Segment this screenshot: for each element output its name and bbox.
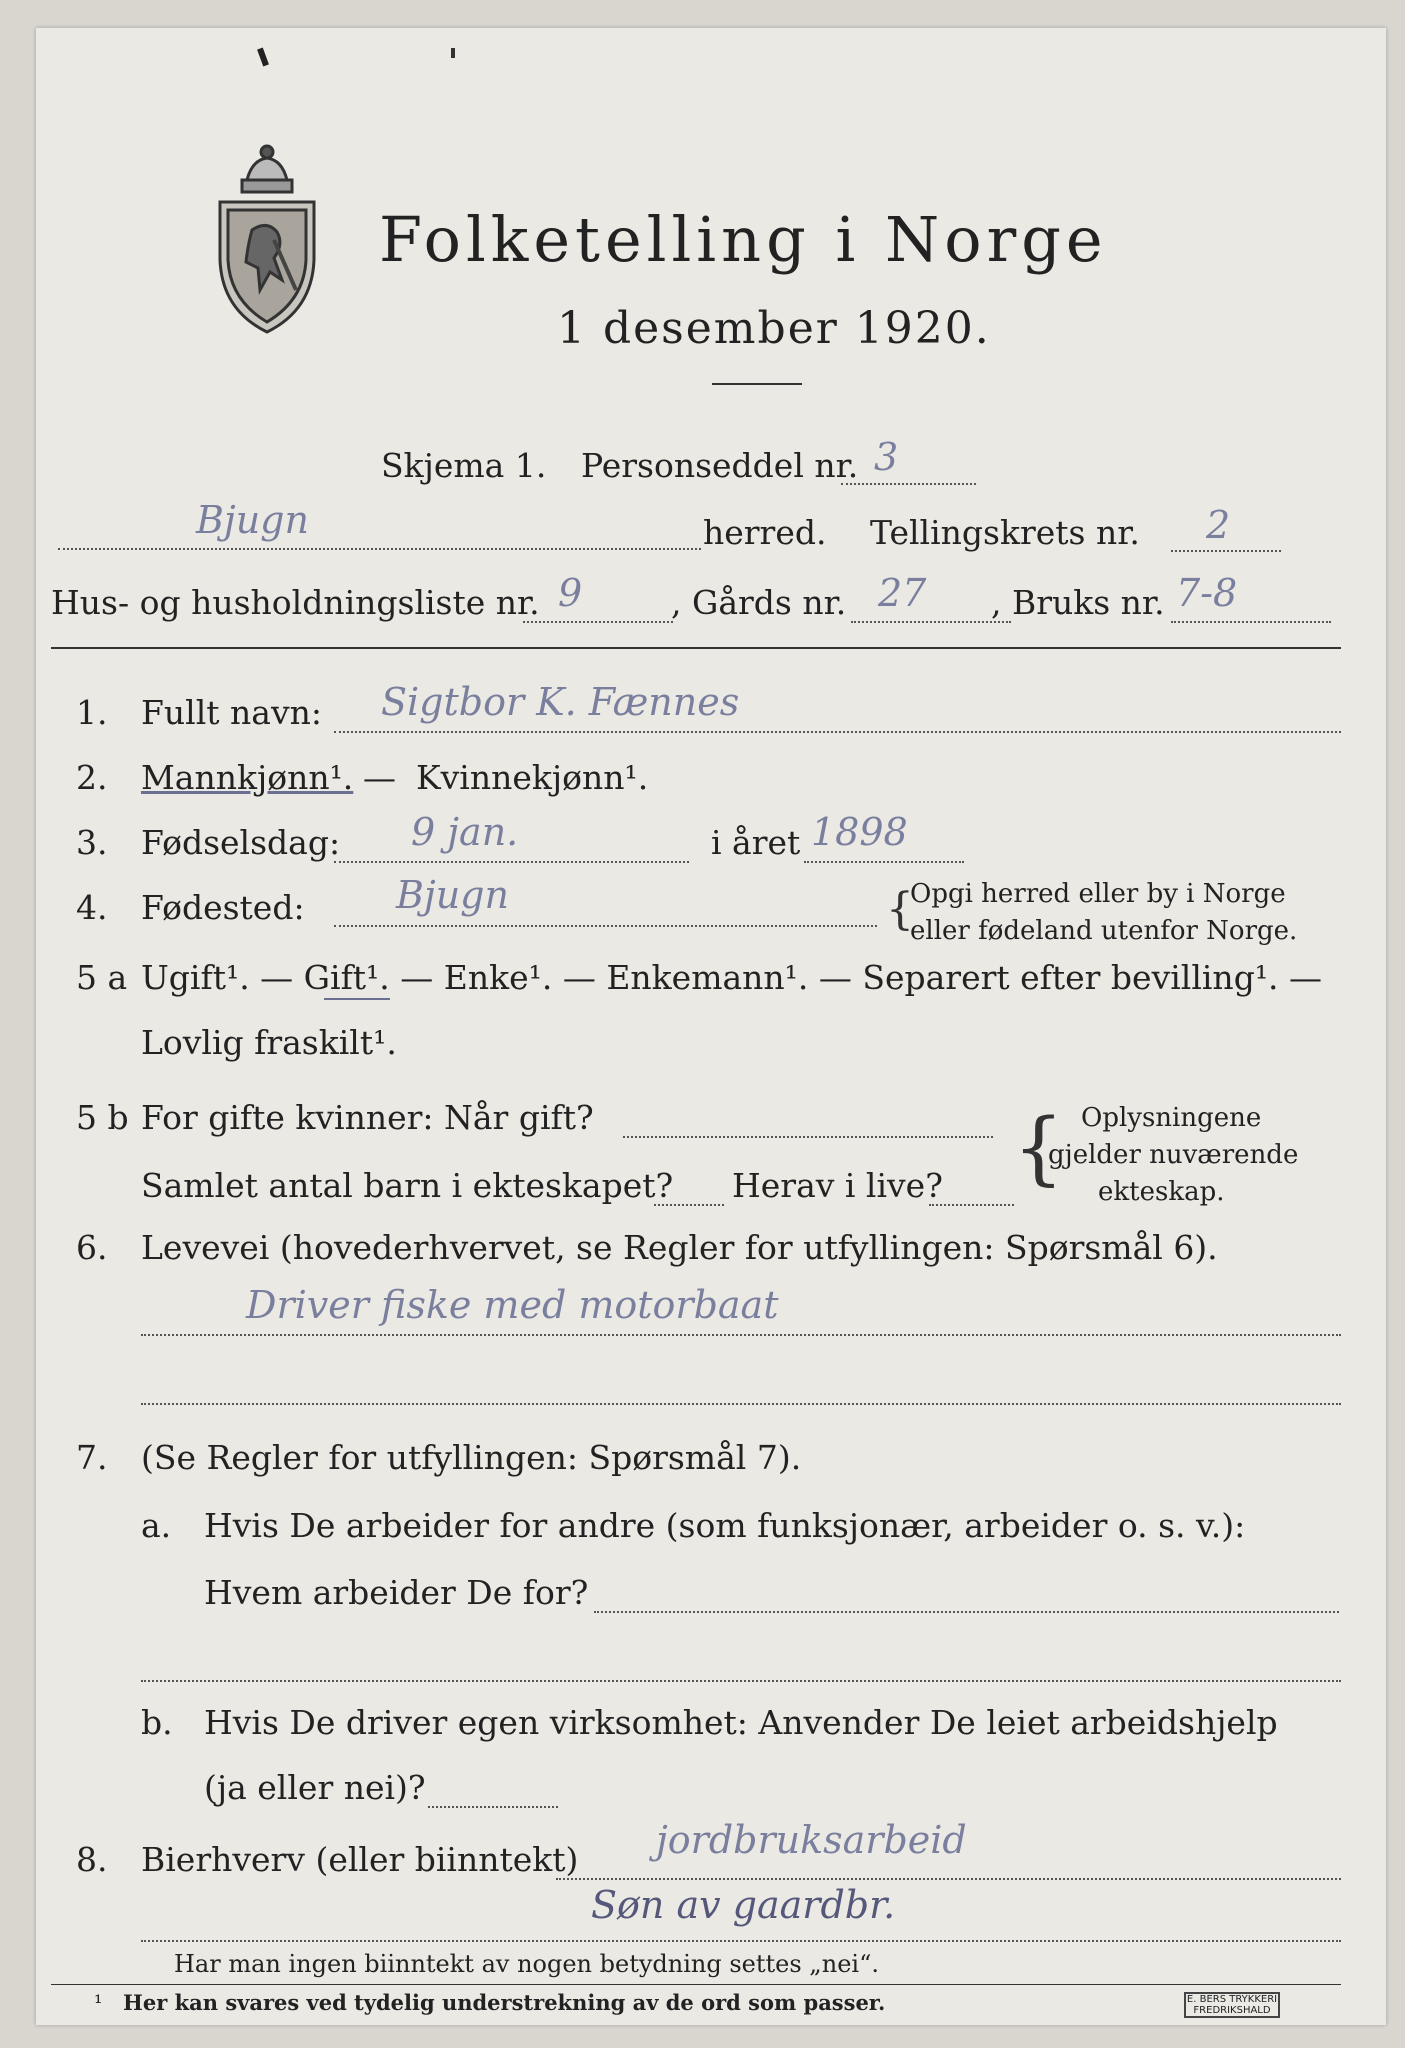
q7a-line2: Hvem arbeider De for? <box>204 1573 589 1612</box>
q5b-line1: For gifte kvinner: Når gift? <box>141 1098 594 1137</box>
form-title: Folketelling i Norge <box>379 203 1108 276</box>
title-divider <box>712 383 802 385</box>
ink-speck <box>451 48 455 58</box>
stamp-line1: E. BERS TRYKKERI <box>1186 1994 1278 2005</box>
q6-number: 6. <box>76 1228 108 1267</box>
herred-field-line <box>58 548 701 550</box>
q4-label: Fødested: <box>141 888 305 927</box>
q2-separator: — <box>363 758 396 797</box>
q6-field-line-2 <box>141 1403 1341 1405</box>
q2-kvinnekjonn[interactable]: Kvinnekjønn¹. <box>416 758 649 797</box>
form-date: 1 desember 1920. <box>557 303 991 354</box>
q3-year-value[interactable]: 1898 <box>811 810 908 854</box>
gards-field-line <box>851 621 1011 623</box>
ink-speck <box>257 48 269 67</box>
personseddel-label: Personseddel nr. <box>581 446 859 485</box>
q5b-note-line1: Oplysningene <box>1081 1103 1262 1133</box>
q6-label: Levevei (hovederhvervet, se Regler for utfyllingen: Spørsmål 6). <box>141 1228 1218 1267</box>
q1-value[interactable]: Sigtbor K. Fænnes <box>381 680 740 724</box>
q8-value-1[interactable]: jordbruksarbeid <box>656 1818 967 1862</box>
q7b-field-line <box>428 1806 558 1808</box>
q5b-note-line3: ekteskap. <box>1098 1177 1225 1207</box>
q1-number: 1. <box>76 693 108 732</box>
tellingskrets-label: Tellingskrets nr. <box>870 513 1140 552</box>
q5a-number: 5 a <box>76 958 128 997</box>
q5b-note-line2: gjelder nuværende <box>1048 1140 1299 1170</box>
q3-label: Fødselsdag: <box>141 823 341 862</box>
husliste-label: Hus- og husholdningsliste nr. <box>51 583 540 622</box>
q3-field-line <box>334 861 689 863</box>
footnote-mark: ¹ <box>94 1991 103 2015</box>
q7a-line1: Hvis De arbeider for andre (som funksjonær, arbeider o. s. v.): <box>204 1506 1246 1545</box>
q4-note-line2: eller fødeland utenfor Norge. <box>910 916 1298 946</box>
q5b-note-brace: { <box>1013 1101 1064 1194</box>
norway-coat-of-arms-icon <box>212 140 322 336</box>
q8-label: Bierhverv (eller biinntekt) <box>141 1840 579 1879</box>
q3-year-label: i året <box>711 823 801 862</box>
gards-label: , Gårds nr. <box>671 583 847 622</box>
q7b-number: b. <box>141 1703 173 1742</box>
footnote-divider <box>51 1984 1341 1985</box>
q6-field-line-1 <box>141 1334 1341 1336</box>
bruks-value[interactable]: 7-8 <box>1176 571 1238 615</box>
q6-value[interactable]: Driver fiske med motorbaat <box>246 1283 779 1327</box>
q4-field-line <box>334 925 877 927</box>
q7-number: 7. <box>76 1438 108 1477</box>
q4-note-line1: Opgi herred eller by i Norge <box>910 879 1286 909</box>
q1-field-line <box>334 731 1341 733</box>
q5b-line2a: Samlet antal barn i ekteskapet? <box>141 1166 674 1205</box>
personseddel-field-line <box>841 483 976 485</box>
q5b-number: 5 b <box>76 1098 129 1137</box>
q8-value-2[interactable]: Søn av gaardbr. <box>591 1883 896 1927</box>
q5a-fraskilt[interactable]: Lovlig fraskilt¹. <box>141 1023 397 1062</box>
tellingskrets-field-line <box>1171 550 1281 552</box>
q5b-alive-field-line <box>929 1204 1014 1206</box>
q5a-options[interactable]: Ugift¹. — Gift¹. — Enke¹. — Enkemann¹. — Separert efter bevilling¹. — <box>141 958 1323 997</box>
bruks-label: , Bruks nr. <box>991 583 1165 622</box>
section-divider <box>51 647 1341 649</box>
skjema-label: Skjema 1. <box>381 446 547 485</box>
q4-note-brace: { <box>886 884 914 935</box>
q3-value[interactable]: 9 jan. <box>411 810 519 854</box>
q5b-line2b: Herav i live? <box>732 1166 943 1205</box>
husliste-field-line <box>523 621 673 623</box>
q7b-line2: (ja eller nei)? <box>204 1768 426 1807</box>
q8-field-line-1 <box>556 1878 1341 1880</box>
footnote-text: Her kan svares ved tydelig understrekning av de ord som passer. <box>123 1990 886 2015</box>
q8-field-line-2 <box>141 1940 1341 1942</box>
husliste-value[interactable]: 9 <box>558 571 583 615</box>
printer-stamp <box>1184 1992 1280 2018</box>
herred-value[interactable]: Bjugn <box>196 498 309 542</box>
q2-mannkjonn[interactable]: Mannkjønn¹. <box>141 758 354 797</box>
gards-value[interactable]: 27 <box>878 571 927 615</box>
census-form <box>36 28 1386 2025</box>
q3-number: 3. <box>76 823 108 862</box>
q5b-married-field-line <box>623 1136 993 1138</box>
personseddel-value[interactable]: 3 <box>874 435 899 479</box>
q4-value[interactable]: Bjugn <box>396 873 509 917</box>
q2-number: 2. <box>76 758 108 797</box>
herred-label: herred. <box>703 513 827 552</box>
bruks-field-line <box>1171 621 1331 623</box>
gift-underline <box>324 998 390 1000</box>
q8-note: Har man ingen biinntekt av nogen betydning settes „nei“. <box>174 1950 879 1978</box>
q8-number: 8. <box>76 1840 108 1879</box>
stamp-line2: FREDRIKSHALD <box>1193 2005 1271 2016</box>
q4-number: 4. <box>76 888 108 927</box>
q7a-field-line-2 <box>141 1680 1341 1682</box>
q7b-line1: Hvis De driver egen virksomhet: Anvender De leiet arbeidshjelp <box>204 1703 1278 1742</box>
q7a-field-line-1 <box>594 1611 1339 1613</box>
tellingskrets-value[interactable]: 2 <box>1206 503 1231 547</box>
q3-year-field-line <box>804 861 964 863</box>
q7a-number: a. <box>141 1506 172 1545</box>
q1-label: Fullt navn: <box>141 693 322 732</box>
q5b-children-field-line <box>654 1204 724 1206</box>
q7-label: (Se Regler for utfyllingen: Spørsmål 7). <box>141 1438 802 1477</box>
